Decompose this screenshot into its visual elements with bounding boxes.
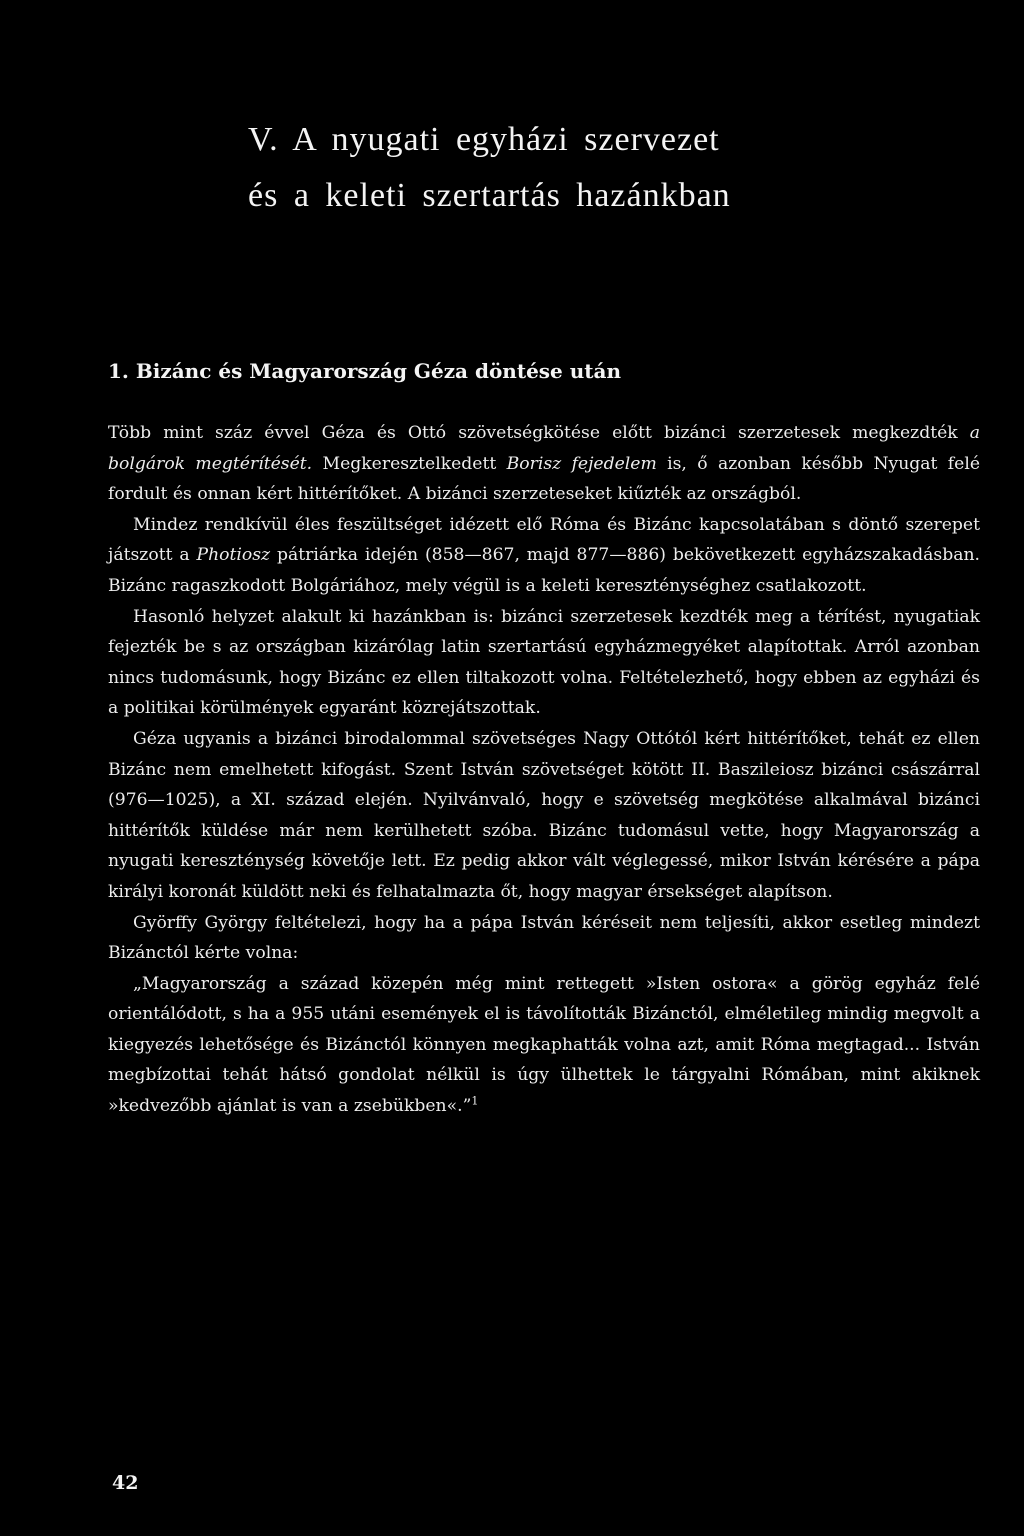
chapter-title (248, 112, 968, 224)
paragraph-5: Györffy György feltételezi, hogy ha a pápa István kéréseit nem teljesíti, akkor esetleg mindezt Bizánctól kérte volna: (108, 912, 980, 964)
paragraph-1-text-b: Megkeresztelkedett (312, 453, 507, 474)
paragraph-1-italic-2: Borisz fejedelem (506, 453, 657, 474)
paragraph-1-italic-1: a bolgárok megtérítését. (108, 423, 980, 474)
chapter-title-line-2: és a keleti szertartás hazánkban (248, 177, 731, 214)
quote-text: „Magyarország a század közepén még mint rettegett »Isten ostora« a görög egyház felé orientálódott, s ha a 955 utáni események el is távolították Bizánctól, elméletileg mindig megvolt a kiegyezés lehetősége és Bizánctól könnyen megkaphatták volna azt, amit Róma megtagad... István megbízottai tehát hátsó gondolat nélkül is úgy ülhettek le tárgyalni Rómában, mint akiknek »kedvezőbb ajánlat is van a zsebükben«.” (108, 973, 980, 1117)
paragraph-1-text-a: Több mint száz évvel Géza és Ottó szövetségkötése előtt bizánci szerzetesek megkezdték (108, 423, 970, 443)
paragraph-2-text-a: Mindez rendkívül éles feszültséget idézett elő Róma és Bizánc kapcsolatában s döntő szerepet játszott a (108, 514, 980, 566)
page-number: 42 (112, 1472, 139, 1494)
paragraph-2 (108, 510, 980, 602)
paragraph-3: Hasonló helyzet alakult ki hazánkban is: bizánci szerzetesek kezdték meg a térítést, nyugatiak fejezték be s az országban kizárólag latin szertartású egyházmegyéket alapítottak. Arról azonban nincs tudomásunk, hogy Bizánc ez ellen tiltakozott volna. Feltételezhető, hogy ebben az egyházi és a politikai körülmények egyaránt közrejátszottak. (108, 606, 980, 719)
paragraph-1-text-c: is, ő azonban később Nyugat felé fordult és onnan kért hittérítőket. A bizánci szerzeteseket kiűzték az országból. (108, 453, 980, 505)
paragraph-2-text-b: pátriárka idején (858—867, majd 877—886) bekövetkezett egyházszakadásban. Bizánc ragaszkodott Bolgáriához, mely végül is a keleti kereszténységhez csatlakozott. (108, 545, 980, 596)
paragraph-1 (108, 418, 980, 510)
paragraph-4: Géza ugyanis a bizánci birodalommal szövetséges Nagy Ottótól kért hittérítőket, tehát ez ellen Bizánc nem emelhetett kifogást. Szent István szövetséget kötött II. Baszileiosz bizánci császárral (976—1025), a XI. század elején. Nyilvánvaló, hogy e szövetség megkötése alkalmával bizánci hittérítők küldése már nem kerülhetett szóba. Bizánc tudomásul vette, hogy Magyarország a nyugati kereszténység követője lett. Ez pedig akkor vált véglegessé, mikor István kérésére a pápa királyi koronát küldött neki és felhatalmazta őt, hogy magyar érsekséget alapítson. (108, 728, 980, 902)
section-heading: 1. Bizánc és Magyarország Géza döntése után (108, 359, 622, 383)
quote-paragraph (108, 969, 980, 1122)
chapter-title-line-1: V. A nyugati egyházi szervezet (248, 121, 720, 158)
paragraph-2-italic: Photiosz (196, 545, 271, 566)
body-text (108, 418, 980, 1122)
footnote-marker: 1 (471, 1094, 479, 1108)
